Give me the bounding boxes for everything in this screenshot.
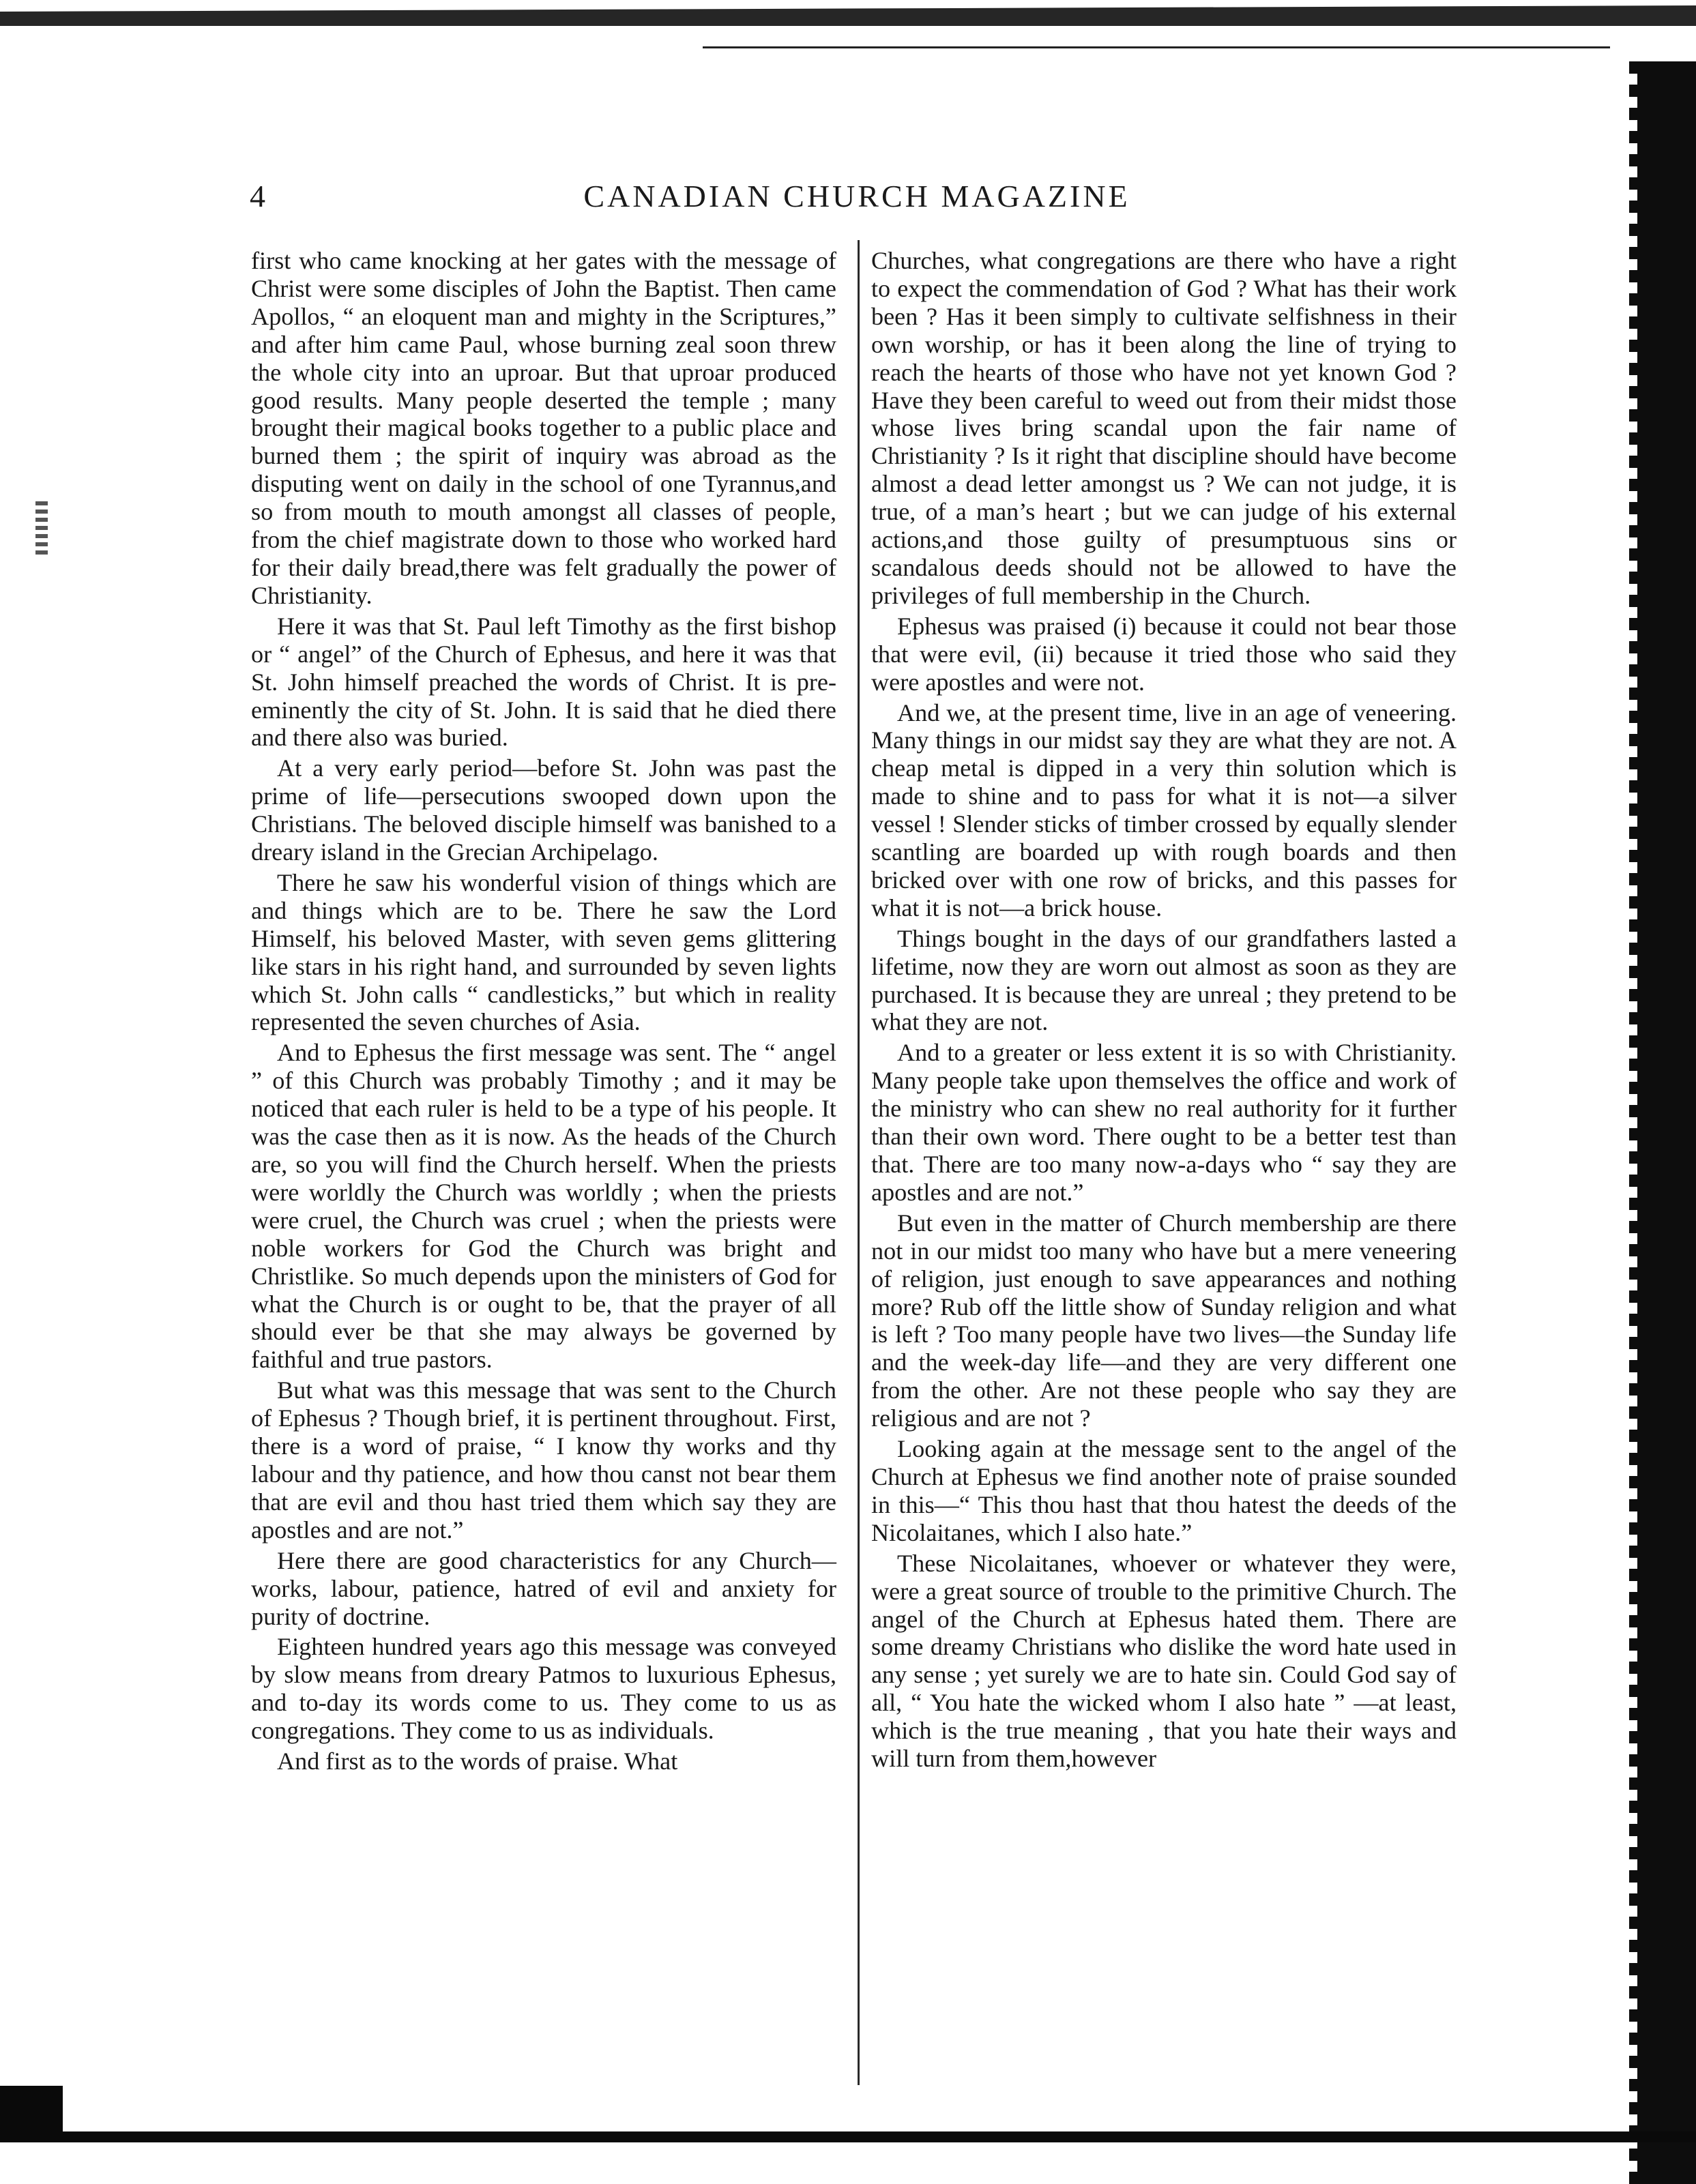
paragraph: Looking again at the message sent to the angel of the Church at Ephesus we find another note of praise sounded in this—“ This thou hast that thou hatest the deeds of the Nicolaitanes, which I also hate.” <box>871 1435 1457 1546</box>
scan-edge-top <box>0 5 1696 26</box>
text-column-right <box>871 247 1457 1775</box>
page-number: 4 <box>250 179 265 213</box>
paragraph: Eighteen hundred years ago this message was conveyed by slow means from dreary Patmos to luxurious Ephesus, and to-day its words come to us. They come to us as congregations. They come to us as individuals. <box>251 1633 836 1745</box>
text-column-left <box>251 247 836 1778</box>
paragraph: And to Ephesus the first message was sent. The “ angel ” of this Church was probably Timothy ; and it may be noticed that each ruler is held to be a type of his people. It was the case then as it is now. As the heads of the Church are, so you will find the Church herself. When the priests were worldly the Church was worldly ; when the priests were cruel, the Church was cruel ; when the priests were noble workers for God the Church was bright and Christlike. So much depends upon the ministers of God for what the Church is or ought to be, that the prayer of all should ever be that she may always be governed by faithful and true pastors. <box>251 1039 836 1374</box>
paragraph: There he saw his wonderful vision of things which are and things which are to be. There he saw the Lord Himself, his beloved Master, with seven gems glittering like stars in his right hand, and surrounded by seven lights which St. John calls “ candlesticks,” but which in reality represented the seven churches of Asia. <box>251 868 836 1036</box>
scan-mark-left <box>35 501 48 556</box>
running-title: CANADIAN CHURCH MAGAZINE <box>583 179 1130 213</box>
paragraph: And first as to the words of praise. What <box>277 1747 678 1775</box>
paragraph: These Nicolaitanes, whoever or whatever they were, were a great source of trouble to the primitive Church. The angel of the Church at Ephesus hated them. There are some dreamy Christians who dislike the word hate used in any sense ; yet surely we are to hate sin. Could God say of all, “ You hate the wicked whom I also hate ” —at least, which is the true meaning , that you hate their ways and will turn from them,however <box>871 1549 1457 1773</box>
paragraph: Churches, what congregations are there who have a right to expect the commendation of God ? What has their work been ? Has it been simply to cultivate selfishness in their own worship, or has it been along the line of trying to reach the hearts of those who have not yet known God ? Have they been careful to weed out from their midst those whose lives bring scandal upon the fair name of Christianity ? Is it right that discipline should have become almost a dead letter amongst us ? We can not judge, it is true, of a man’s heart ; but we can judge of his external actions,and those guilty of presumptuous sins or scandalous deeds should not be allowed to have the privileges of full membership in the Church. <box>871 247 1457 609</box>
paragraph: Ephesus was praised (i) because it could not bear those that were evil, (ii) because it tried those who said they were apostles and were not. <box>871 612 1457 696</box>
paragraph: Here it was that St. Paul left Timothy as the first bishop or “ angel” of the Church of Ephesus, and here it was that St. John himself preached the words of Christ. It is pre-eminently the city of St. John. It is said that he died there and there also was buried. <box>251 612 836 752</box>
paragraph: first who came knocking at her gates with the message of Christ were some disciples of John the Baptist. Then came Apollos, “ an eloquent man and mighty in the Scriptures,” and after him came Paul, whose burning zeal soon threw the whole city into an uproar. But that uproar produced good results. Many people deserted the temple ; many brought their magical books together to a public place and burned them ; the spirit of inquiry was abroad as the disputing went on daily in the school of one Tyrannus,and so from mouth to mouth amongst all classes of people, from the chief magistrate down to those who worked hard for their daily bread,there was felt gradually the power of Christianity. <box>251 247 836 609</box>
paragraph: Things bought in the days of our grandfathers lasted a lifetime, now they are worn out almost as soon as they are purchased. It is because they are unreal ; they pretend to be what they are not. <box>871 924 1457 1036</box>
scan-edge-right <box>1637 61 1696 2184</box>
paragraph: But even in the matter of Church membership are there not in our midst too many who have but a mere veneering of religion, just enough to save appearances and nothing more? Rub off the little show of Sunday religion and what is left ? Too many people have two lives—the Sunday life and the week-day life—and they are very different one from the other. Are not these people who say they are religious and are not ? <box>871 1209 1457 1432</box>
paragraph: But what was this message that was sent to the Church of Ephesus ? Though brief, it is pertinent throughout. First, there is a word of praise, “ I know thy works and thy labour and thy patience, and how thou canst not bear them that are evil and thou hast tried them which say they are apostles and are not.” <box>251 1376 836 1544</box>
column-divider <box>858 240 860 2085</box>
paragraph: And we, at the present time, live in an age of veneering. Many things in our midst say they are what they are not. A cheap metal is dipped in a very thin solution which is made to shine and to pass for what it is not—a silver vessel ! Slender sticks of timber crossed by equally slender scantling are boarded up with rough boards and then bricked over with one row of bricks, and this passes for what it is not—a brick house. <box>871 698 1457 921</box>
scan-corner-bottom-left <box>0 2086 63 2142</box>
page-header <box>250 176 1464 220</box>
scan-edge-bottom <box>0 2131 1696 2142</box>
paragraph: Here there are good characteristics for any Church—works, labour, patience, hatred of evil and anxiety for purity of doctrine. <box>251 1546 836 1630</box>
scan-line-top <box>703 46 1610 48</box>
paragraph: At a very early period—before St. John was past the prime of life—persecutions swooped down upon the Christians. The beloved disciple himself was banished to a dreary island in the Grecian Archipelago. <box>251 754 836 866</box>
paragraph: And to a greater or less extent it is so with Christianity. Many people take upon themselves the office and work of the ministry who can shew no real authority for it further than their own word. There ought to be a better test than that. There are too many now-a-days who “ say they are apostles and are not.” <box>871 1039 1457 1206</box>
